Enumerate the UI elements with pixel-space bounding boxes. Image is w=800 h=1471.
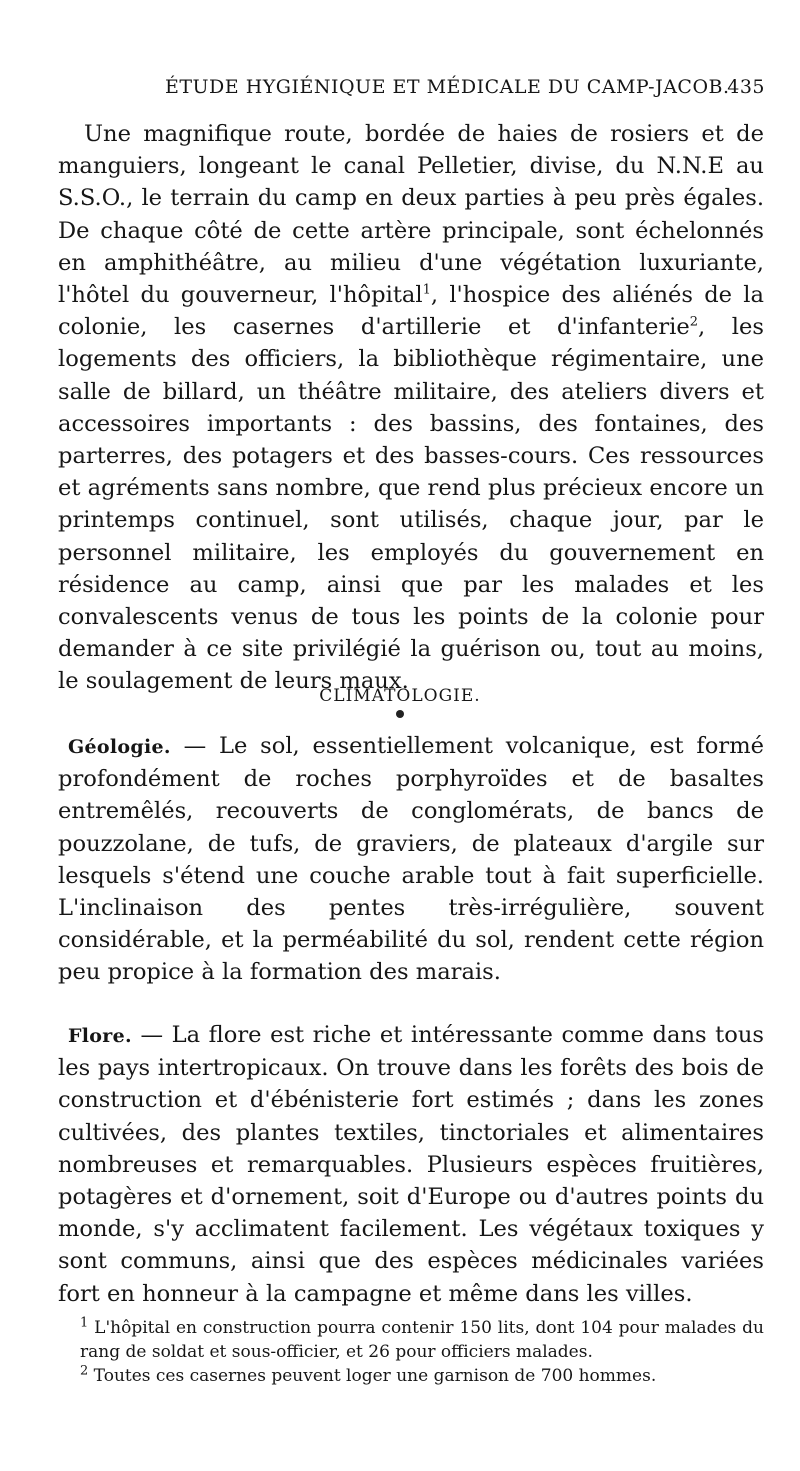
footnote-2 xyxy=(80,1364,764,1388)
paragraph-flore xyxy=(58,1019,764,1310)
footnote-1 xyxy=(80,1316,764,1364)
paragraph-text: — La flore est riche et intéressante comme dans tous les pays intertropicaux. On trouve dans les forêts des bois de construction et d'ébénisterie fort estimés ; dans les zones cultivées, des plantes textiles, tinctoriales et alimentaires nombreuses et remarquables. Plusieurs espèces fruitières, potagères et d'ornement, soit d'Europe ou d'autres points du monde, s'y acclimatent facilement. Les végétaux toxiques y sont communs, ainsi que des espèces médicinales variées fort en honneur à la campagne et même dans les villes. xyxy=(58,1022,764,1307)
running-head xyxy=(165,76,765,106)
footnote-ref-2: 2 xyxy=(689,314,698,330)
footnote-ref-1: 1 xyxy=(422,282,431,298)
footnote-text: Toutes ces casernes peuvent loger une garnison de 700 hommes. xyxy=(88,1366,657,1386)
paragraph-geologie xyxy=(58,730,764,989)
footnote-mark: 1 xyxy=(80,1315,89,1331)
paragraph-text: , les logements des officiers, la bibliothèque régimentaire, une salle de billard, un théâtre militaire, des ateliers divers et accessoires importants : des bassins, des fontaines, des parterres, des potagers et des basses-cours. Ces ressources et agréments sans nombre, que rend plus précieux encore un printemps continuel, sont utilisés, chaque jour, par le personnel militaire, les employés du gouvernement en résidence au camp, ainsi que par les malades et les convalescents venus de tous les points de la colonie pour demander à ce site privilégié la guérison ou, tout au moins, le soulagement de leurs maux. xyxy=(58,314,764,695)
paragraph-route xyxy=(58,118,764,698)
page-number: 435 xyxy=(727,76,765,98)
running-head-title: ÉTUDE HYGIÉNIQUE ET MÉDICALE DU CAMP-JACOB. xyxy=(165,76,730,98)
paragraph-text: — Le sol, essentiellement volcanique, est formé profondément de roches porphyroïdes et de basaltes entremêlés, recouverts de conglomérats, de bancs de pouzzolane, de tufs, de graviers, de plateaux d'argile sur lesquels s'étend une couche arable tout à fait superficielle. L'inclinaison des pentes très-irrégulière, souvent considérable, et la perméabilité du sol, rendent cette région peu propice à la formation des marais. xyxy=(58,733,764,986)
section-ornament xyxy=(396,710,404,718)
run-in-heading-flore: Flore. xyxy=(68,1025,132,1047)
paragraph-text: , l'hospice des aliénés de la colonie, les casernes d'artillerie et d'infanterie xyxy=(58,282,764,341)
paragraph-text: Une magnifique route, bordée de haies de rosiers et de manguiers, longeant le canal Pelletier, divise, du N.N.E au S.S.O., le terrain du camp en deux parties à peu près égales. De chaque côté de cette artère principale, sont échelonnés en amphithéâtre, au milieu d'une végétation luxuriante, l'hôtel du gouverneur, l'hôpital xyxy=(58,121,764,309)
run-in-heading-geologie: Géologie. xyxy=(68,736,171,758)
section-heading: CLIMATOLOGIE. xyxy=(319,686,481,706)
footnote-mark: 2 xyxy=(80,1363,89,1379)
footnote-text: L'hôpital en construction pourra contenir 150 lits, dont 104 pour malades du rang de soldat et sous-officier, et 26 pour officiers malades. xyxy=(80,1318,764,1362)
